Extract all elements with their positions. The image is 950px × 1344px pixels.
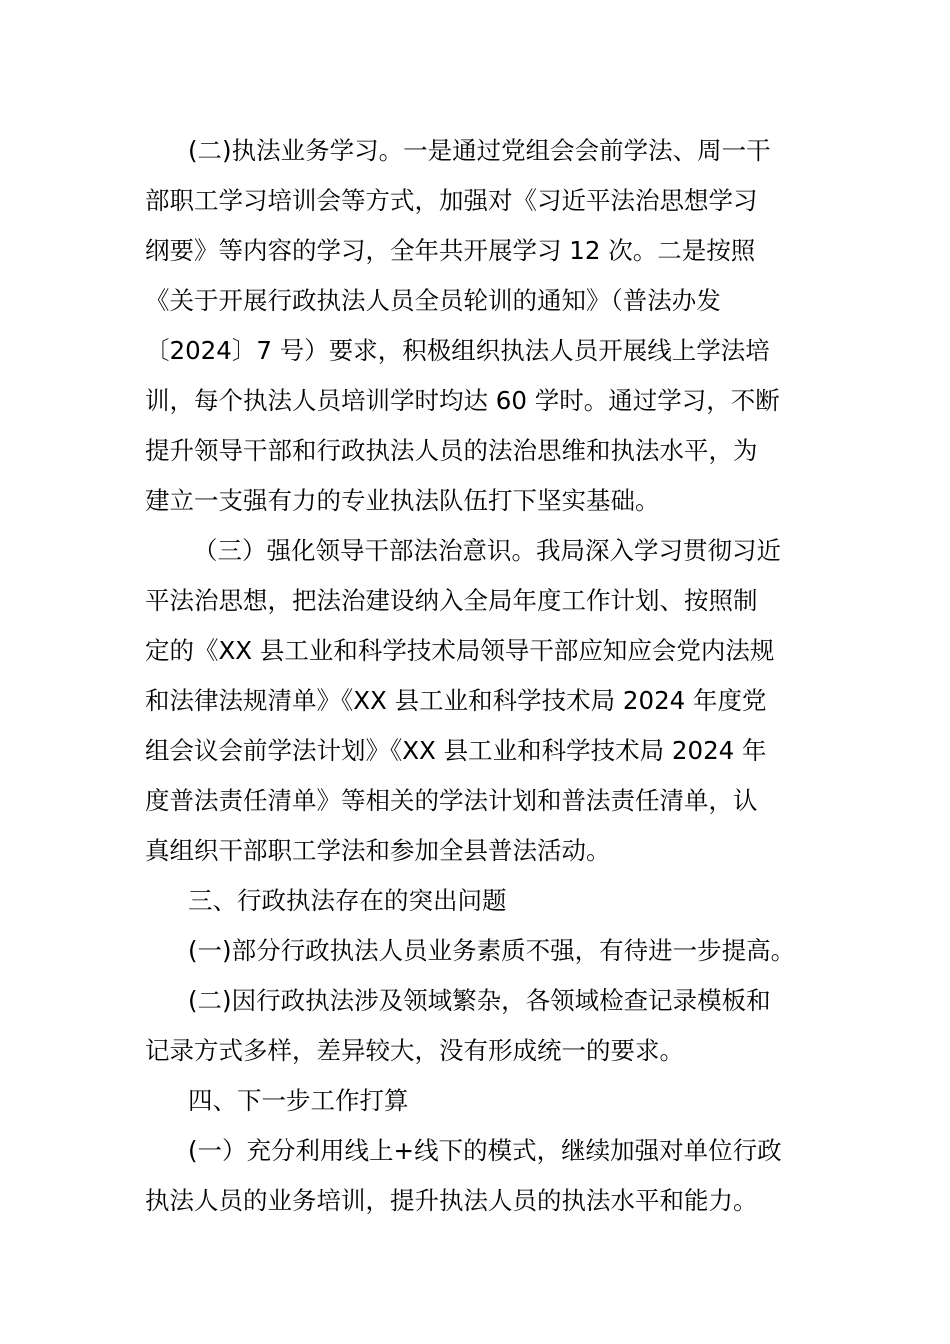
text-line: (一）充分利用线上+线下的模式，继续加强对单位行政	[188, 1136, 782, 1165]
text-line: 度普法责任清单》等相关的学法计划和普法责任清单，认	[145, 786, 758, 815]
paragraph-leadership-legal-awareness	[145, 526, 815, 876]
text-line: 记录方式多样，差异较大，没有形成统一的要求。	[145, 1036, 684, 1065]
heading-text: 三、行政执法存在的突出问题	[188, 886, 507, 915]
paragraph-problem-one	[145, 926, 815, 976]
paragraph-problem-two	[145, 976, 815, 1076]
text-line: 定的《XX 县工业和科学技术局领导干部应知应会党内法规	[145, 636, 775, 665]
text-line: 组会议会前学法计划》《XX 县工业和科学技术局 2024 年	[145, 736, 767, 765]
text-line: （三）强化领导干部法治意识。我局深入学习贯彻习近	[193, 536, 781, 565]
text-line: 《关于开展行政执法人员全员轮训的通知》（普法办发	[145, 286, 721, 315]
text-line: 建立一支强有力的专业执法队伍打下坚实基础。	[145, 486, 660, 515]
text-line: 执法人员的业务培训，提升执法人员的执法水平和能力。	[145, 1186, 758, 1215]
section-heading-problems	[145, 876, 815, 926]
text-line: 〔2024〕7 号）要求，积极组织执法人员开展线上学法培	[145, 336, 770, 365]
section-heading-next-steps	[145, 1076, 815, 1126]
text-line: 部职工学习培训会等方式，加强对《习近平法治思想学习	[145, 186, 758, 215]
text-line: 训，每个执法人员培训学时均达 60 学时。通过学习，不断	[145, 386, 780, 415]
text-line: 和法律法规清单》《XX 县工业和科学技术局 2024 年度党	[145, 686, 767, 715]
text-line: (一)部分行政执法人员业务素质不强，有待进一步提高。	[188, 936, 796, 965]
text-line: 纲要》等内容的学习，全年共开展学习 12 次。二是按照	[145, 236, 756, 265]
text-line: 提升领导干部和行政执法人员的法治思维和执法水平，为	[145, 436, 758, 465]
text-line: (二)执法业务学习。一是通过党组会会前学法、周一干	[188, 136, 771, 165]
heading-text: 四、下一步工作打算	[188, 1086, 409, 1115]
paragraph-law-enforcement-study	[145, 126, 815, 526]
text-line: 真组织干部职工学法和参加全县普法活动。	[145, 836, 611, 865]
document-body	[145, 126, 815, 1226]
paragraph-next-step-one	[145, 1126, 815, 1226]
text-line: 平法治思想，把法治建设纳入全局年度工作计划、按照制	[145, 586, 758, 615]
text-line: (二)因行政执法涉及领域繁杂，各领域检查记录模板和	[188, 986, 771, 1015]
